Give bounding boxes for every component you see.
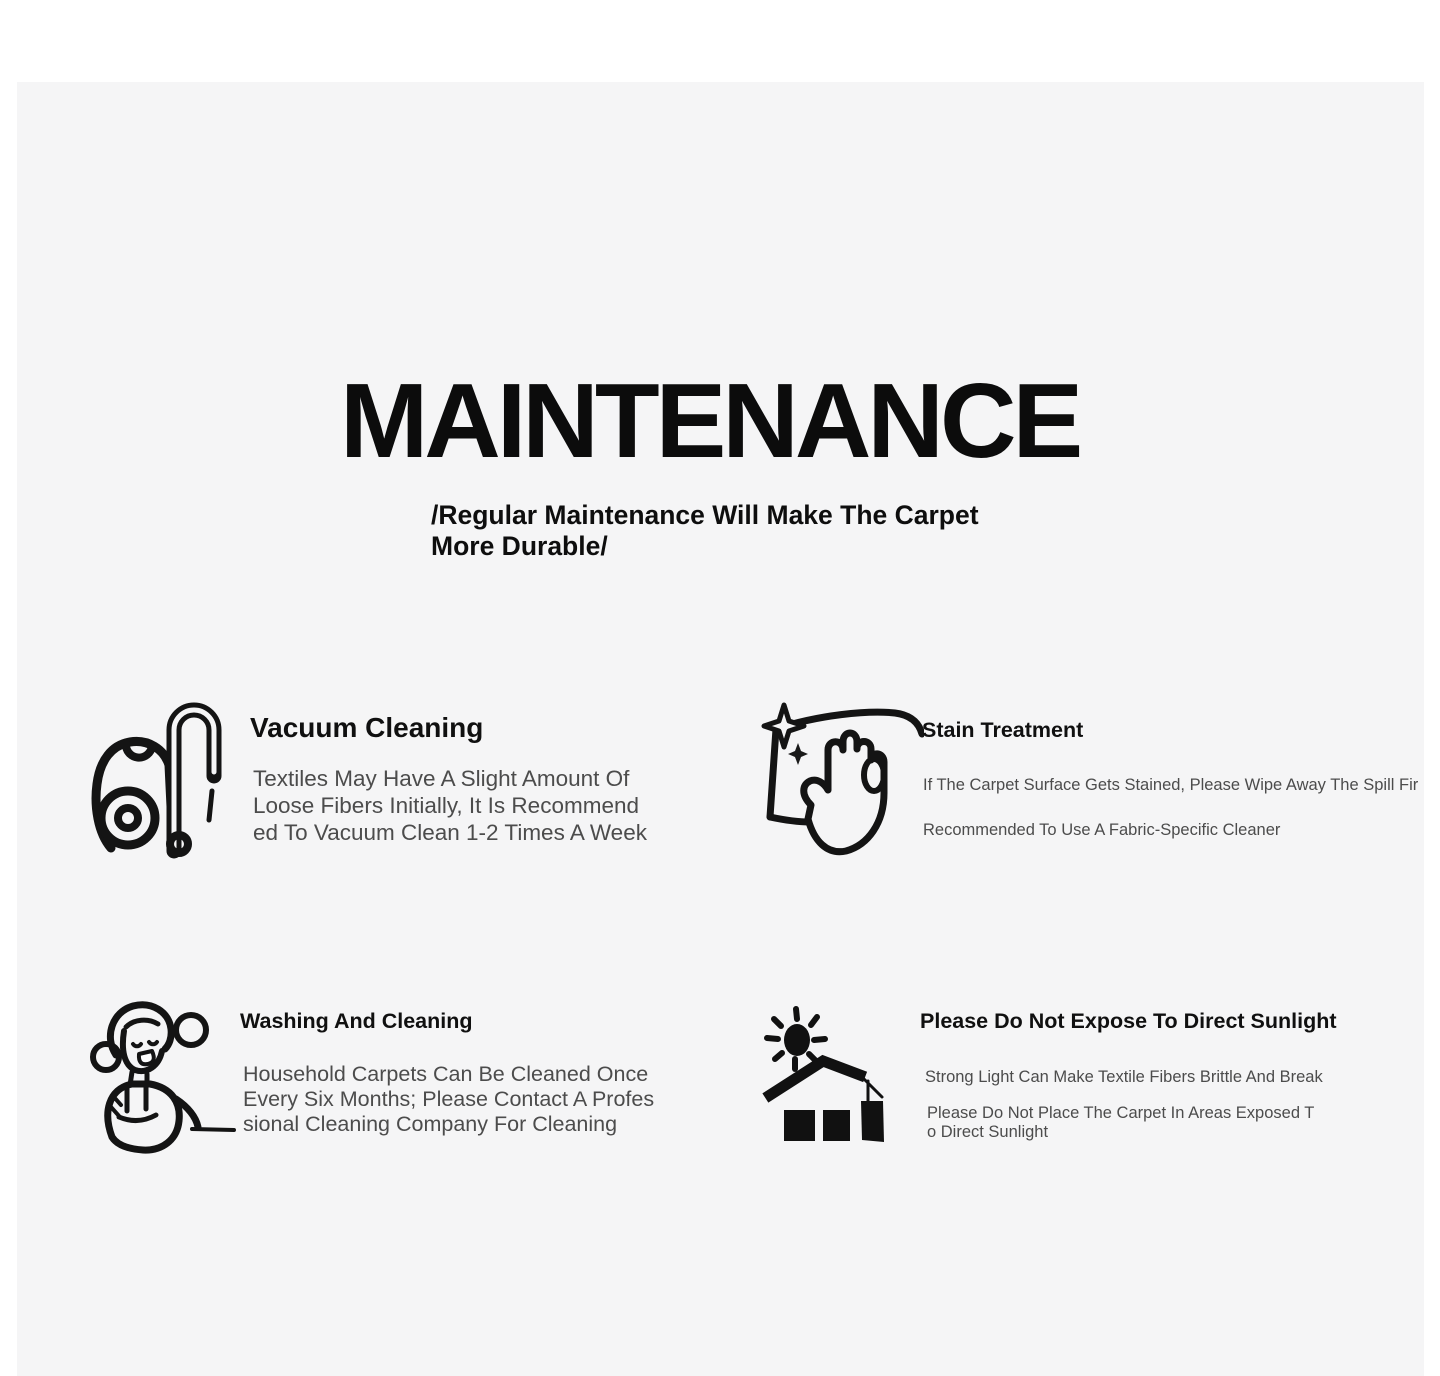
- sunlight-para2-line2: o Direct Sunlight: [927, 1122, 1049, 1141]
- page-subtitle: [431, 500, 979, 561]
- sun-house-icon: [760, 1000, 900, 1148]
- washing-body-line1: Household Carpets Can Be Cleaned Once: [243, 1062, 649, 1086]
- sunlight-para2-line1: Please Do Not Place The Carpet In Areas Exposed T: [927, 1104, 1315, 1122]
- page-title: MAINTENANCE: [340, 362, 1080, 480]
- washing-section-body: [243, 1062, 654, 1137]
- vacuum-section-body: [253, 766, 647, 846]
- page-subtitle-line1: /Regular Maintenance Will Make The Carpet: [431, 500, 979, 530]
- vacuum-body-line1: Textiles May Have A Slight Amount Of: [253, 766, 630, 791]
- washing-section-title: Washing And Cleaning: [240, 1009, 473, 1033]
- sunlight-body-para2: [927, 1104, 1314, 1141]
- stain-section-title: Stain Treatment: [922, 718, 1084, 742]
- washing-body-line3: sional Cleaning Company For Cleaning: [243, 1112, 618, 1136]
- stain-body-para1: If The Carpet Surface Gets Stained, Please Wipe Away The Spill Fir: [923, 776, 1419, 794]
- vacuum-cleaner-icon: [88, 698, 238, 870]
- sunlight-body-para1: Strong Light Can Make Textile Fibers Brittle And Break: [925, 1068, 1323, 1086]
- vacuum-body-line2: Loose Fibers Initially, It Is Recommend: [253, 792, 639, 818]
- stain-body-para2: Recommended To Use A Fabric-Specific Cleaner: [923, 821, 1281, 839]
- vacuum-section-title: Vacuum Cleaning: [250, 712, 484, 743]
- page-subtitle-line2: More Durable/: [431, 530, 608, 561]
- washing-body-line2: Every Six Months; Please Contact A Profes: [243, 1087, 655, 1111]
- vacuum-body-line3: ed To Vacuum Clean 1-2 Times A Week: [253, 819, 647, 845]
- sunlight-section-title: Please Do Not Expose To Direct Sunlight: [920, 1009, 1337, 1033]
- cleaning-person-icon: [86, 993, 236, 1157]
- wiping-hand-icon: [756, 697, 924, 867]
